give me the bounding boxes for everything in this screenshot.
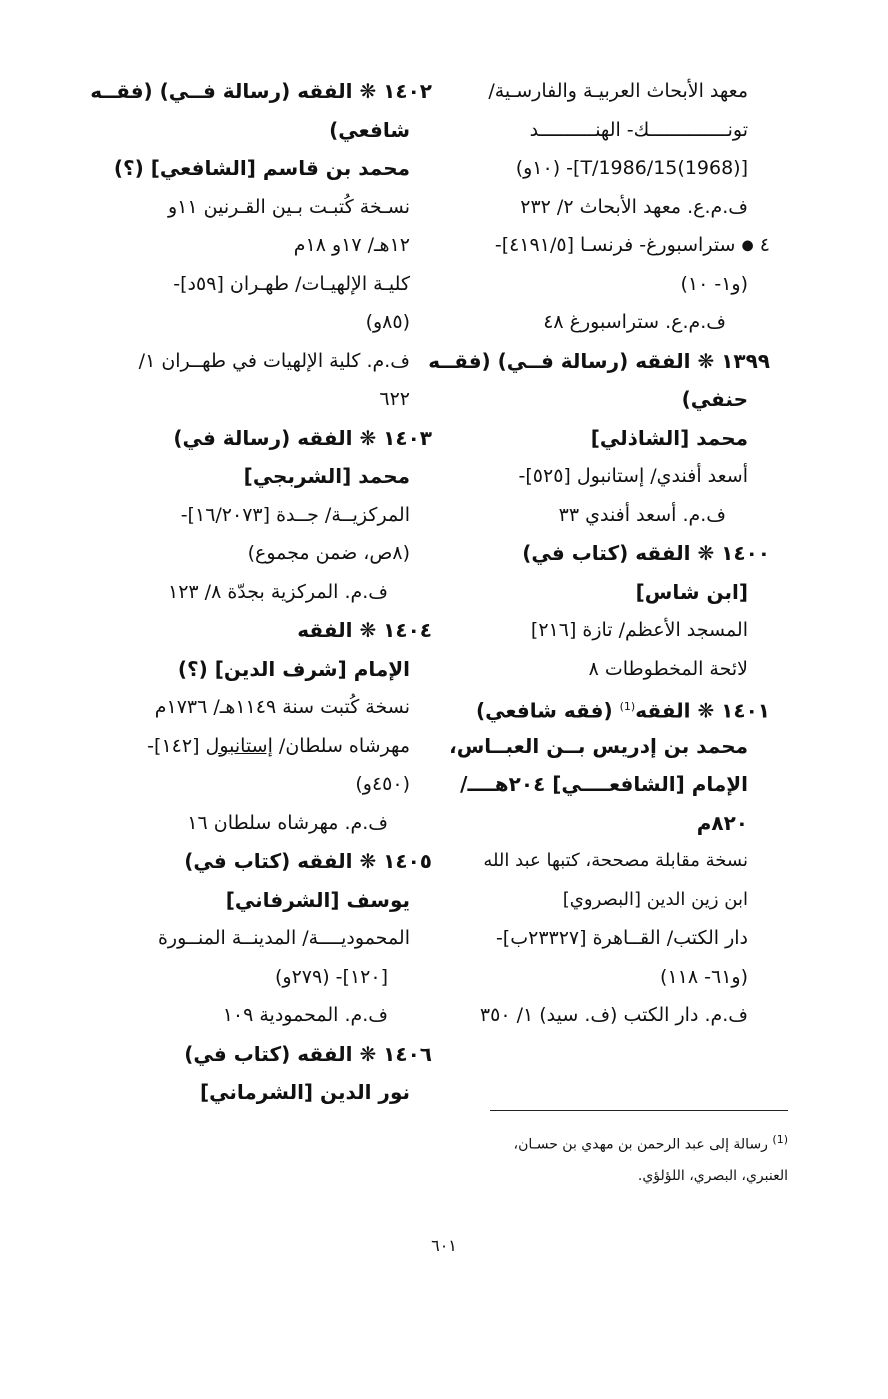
page-number: ٦٠١ [431, 1236, 457, 1255]
entry-1402-line: كليـة الإلهيـات/ طهـران [٥٩د]- [173, 272, 410, 295]
entry-1401-author: محمد بن إدريس بــن العبــاس، [449, 733, 748, 758]
entry-1401-line: ابن زين الدين [البصروي] [562, 888, 748, 910]
entry-1401-title: ١٤٠١ ❋ الفقه [635, 698, 770, 723]
entry-1401-head [470, 688, 770, 727]
footnote [440, 1122, 788, 1194]
entry-1400-head: ١٤٠٠ ❋ الفقه (كتاب في) [522, 541, 770, 565]
entry-1399-author: محمد [الشاذلي] [590, 425, 748, 450]
entry-1402-head-cont: شافعي) [329, 117, 410, 142]
left-column [62, 72, 432, 1112]
entry-1401-line: (و٦١- ١١٨) [660, 965, 748, 988]
entry-1402-line: (٨٥و) [365, 311, 410, 333]
entry-1401-author-cont: الإمام [الشافعــــي] ٢٠٤هــــ/ [460, 772, 748, 796]
entry-1401-author-date: ٨٢٠م [696, 810, 748, 835]
entry-1402-ref-cont: ٦٢٢ [379, 388, 410, 410]
entry-1400-line: المسجد الأعظم/ تازة [٢١٦] [530, 619, 748, 641]
text-line: [(1968)T/1986/15]- (١٠و) [515, 157, 748, 179]
text-line: ف.م.ع. معهد الأبحاث ٢/ ٢٣٢ [520, 195, 748, 218]
entry-1402-ref: ف.م. كلية الإلهيات في طهــران ١/ [138, 349, 410, 372]
entry-1403-head: ١٤٠٣ ❋ الفقه (رسالة في) [173, 425, 432, 450]
bullet-icon: ● [741, 237, 754, 254]
footnote-mark: (1) [772, 1133, 788, 1146]
entry-1402-line: نسـخة كُتبـت بـين القـرنين ١١و [167, 195, 410, 218]
entry-1403-line: (٨ص، ضمن مجموع) [247, 542, 410, 564]
entry-1402-head: ١٤٠٢ ❋ الفقه (رسالة فــي) (فقــه [90, 79, 432, 103]
entry-1406-head: ١٤٠٦ ❋ الفقه (كتاب في) [184, 1041, 432, 1066]
entry-4-text: ستراسبورغ- فرنسـا [٤١٩١/٥]- [494, 234, 736, 256]
entry-1405-head: ١٤٠٥ ❋ الفقه (كتاب في) [184, 849, 432, 873]
entry-1401-subject: (فقه شافعي) [475, 698, 613, 723]
entry-1404-ref: ف.م. مهرشاه سلطان ١٦ [187, 811, 388, 834]
entry-4-ref: ف.م.ع. ستراسبورغ ٤٨ [543, 311, 726, 333]
entry-1404-line: نسخة كُتبت سنة ١١٤٩هـ/ ١٧٣٦م [154, 696, 410, 718]
entry-1400-ref: لائحة المخطوطات ٨ [588, 657, 748, 680]
city-name: إستانبول [205, 734, 273, 757]
text-line: تونــــــــــــــك- الهنــــــــــد [529, 118, 748, 141]
entry-1404-head: ١٤٠٤ ❋ الفقه [297, 618, 432, 642]
entry-4-line-1 [470, 226, 770, 265]
text-line: معهد الأبحاث العربيـة والفارسـية/ [488, 80, 748, 102]
right-column [428, 72, 770, 1035]
entry-1403-author: محمد [الشربجي] [243, 464, 410, 488]
entry-1404-line: (٤٥٠و) [355, 773, 410, 795]
shelfmark: [١٤٢]- [147, 734, 206, 757]
footnote-divider [490, 1110, 788, 1111]
entry-1403-ref: ف.م. المركزية بجدّة ٨/ ١٢٣ [168, 580, 388, 603]
entry-1400-author: [ابن شاس] [635, 579, 748, 604]
footnote-text: رسالة إلى عبد الرحمن بن مهدي بن حسـان، [513, 1136, 768, 1153]
entry-1399-head-cont: حنفي) [681, 387, 748, 411]
entry-1405-author: يوسف [الشرفاني] [225, 887, 410, 912]
entry-1402-line: ١٢هـ/ ١٧و ١٨م [293, 234, 410, 256]
library-name: مهرشاه سلطان/ [272, 734, 410, 757]
entry-1399-line: أسعد أفندي/ إستانبول [٥٢٥]- [518, 465, 748, 487]
entry-1404-location [62, 727, 432, 766]
entry-1401-ref: ف.م. دار الكتب (ف. سيد) ١/ ٣٥٠ [479, 1004, 748, 1026]
entry-1405-ref: ف.م. المحمودية ١٠٩ [222, 1004, 388, 1026]
footnote-line: العنبري، البصري، اللؤلؤي. [637, 1168, 788, 1184]
entry-1401-line: دار الكتب/ القــاهرة [٢٣٣٢٧ب]- [495, 927, 748, 949]
entry-1405-line: المحموديــــة/ المدينــة المنــورة [157, 927, 410, 949]
entry-1406-author: نور الدين [الشرماني] [200, 1080, 410, 1104]
entry-1403-line: المركزيــة/ جــدة [١٦/٢٠٧٣]- [180, 503, 410, 526]
entry-4-number: ٤ [759, 234, 770, 256]
entry-1399-ref: ف.م. أسعد أفندي ٣٣ [558, 503, 726, 526]
entry-1401-line: نسخة مقابلة مصححة، كتبها عبد الله [483, 850, 748, 871]
entry-1399-head: ١٣٩٩ ❋ الفقه (رسالة فــي) (فقــه [428, 348, 770, 373]
entry-1405-line: [١٢٠]- (٢٧٩و) [275, 965, 388, 988]
entry-1402-author: محمد بن قاسم [الشافعي] (؟) [113, 156, 410, 180]
entry-4-line-2: (و١- ١٠) [680, 272, 748, 295]
footnote-line [440, 1122, 788, 1158]
footnote-reference: (1) [619, 700, 636, 713]
entry-1404-author: الإمام [شرف الدين] (؟) [177, 656, 410, 681]
